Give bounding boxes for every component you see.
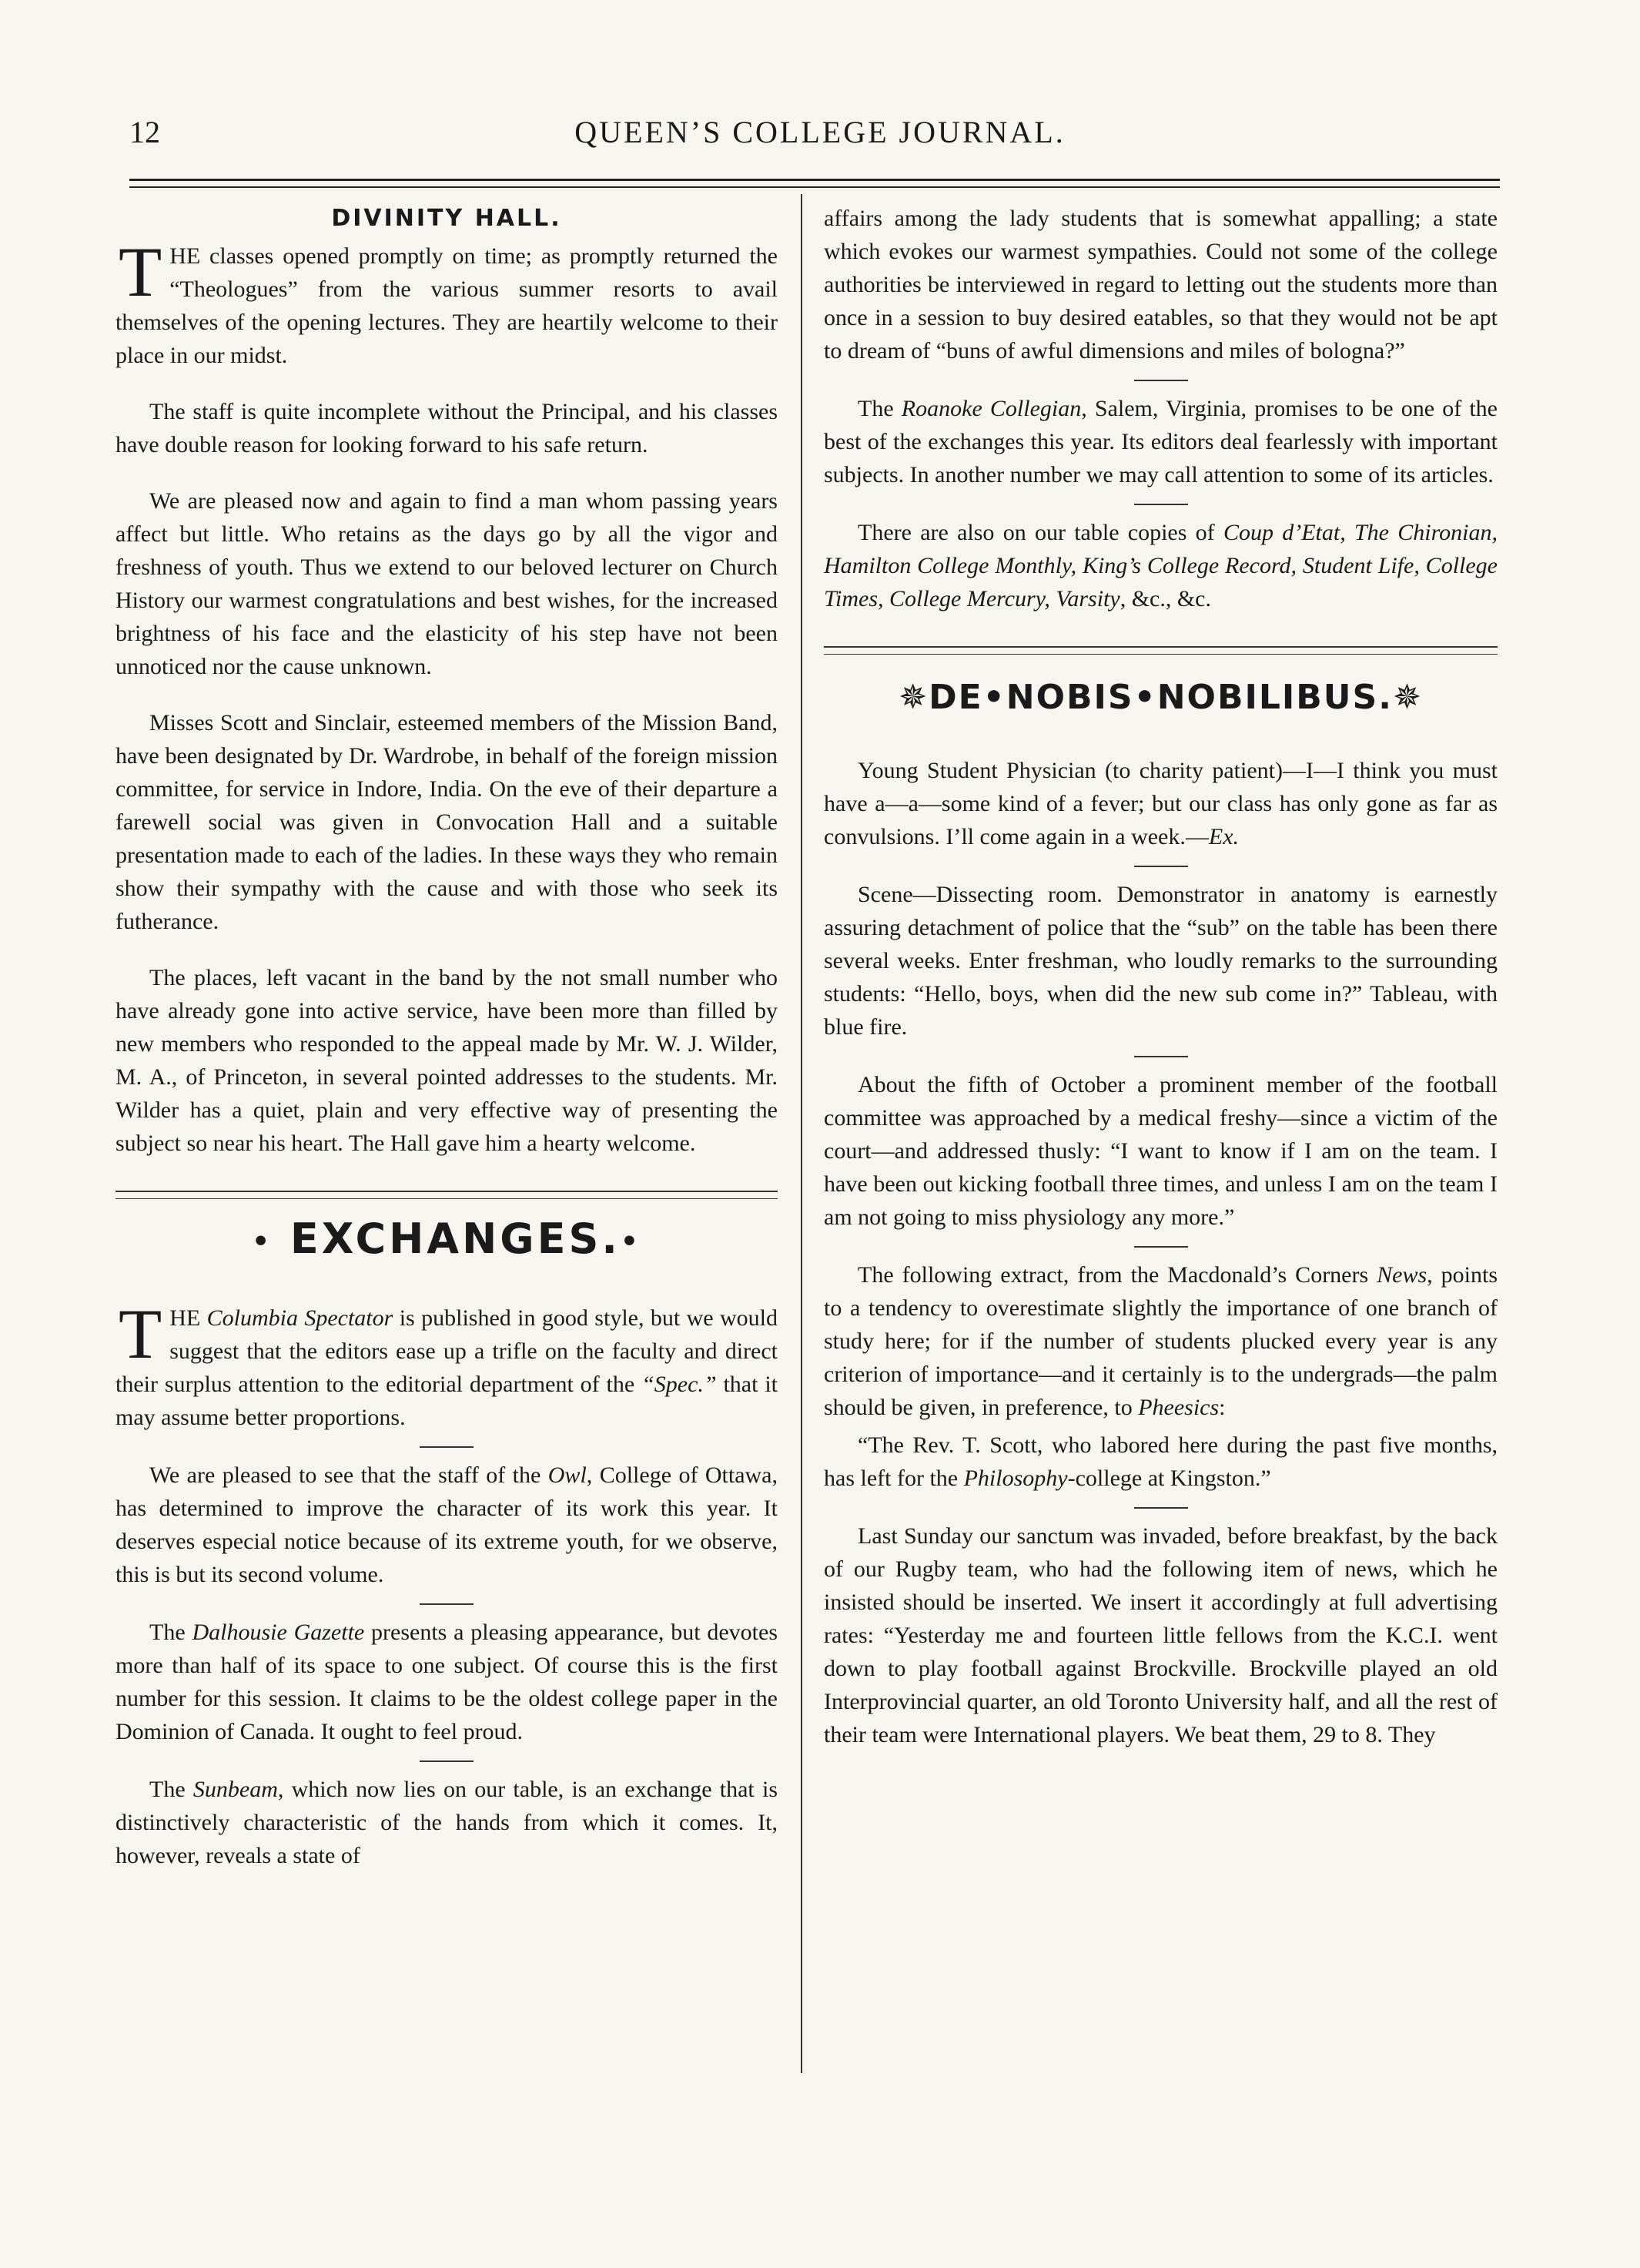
short-divider (420, 1446, 474, 1448)
exchanges-paragraph-2: We are pleased to see that the staff of the Owl, College of Ottawa, has determined to improve the character of its work this year. It deserves especial notice because of its extreme youth, for we observe, this is but its second volume. (115, 1462, 778, 1587)
ornament-dot-right: • (620, 1225, 641, 1258)
short-divider (1134, 1056, 1188, 1057)
nobis-paragraph-2: Scene—Dissecting room. Demonstrator in anatomy is earnestly assuring detachment of police that the “sub” on the table has been there several weeks. Enter freshman, who loudly remarks to the surrounding students: “Hello, boys, when did the new sub come in?” Tableau, with blue fire. (824, 882, 1498, 1040)
short-divider (1134, 1246, 1188, 1248)
divinity-paragraph-4: Misses Scott and Sinclair, esteemed members of the Mission Band, have been designated by Dr. Wardrobe, in behalf of the foreign mission committee, for service in Indore, India. On the eve of their departure a farewell social was given in Convocation Hall and a suitable presentation made to each of the ladies. In these ways they who remain show their sympathy with the cause and with those who seek its futherance. (115, 710, 778, 934)
nobis-quote: “The Rev. T. Scott, who labored here during the past five months, has left for the Philosophy-college at Kingston.” (824, 1432, 1498, 1491)
exchanges-title: • EXCHANGES.• (252, 1214, 641, 1263)
header-rule-top (129, 179, 1500, 181)
left-column (115, 202, 778, 1895)
drop-cap: T (119, 1294, 162, 1373)
right-column (824, 202, 1498, 1774)
exchanges-paragraph-6: The Roanoke Collegian, Salem, Virginia, promises to be one of the best of the exchanges this year. Its editors deal fearlessly with important subjects. In another number we may call attention to some of its articles. (824, 396, 1498, 487)
page-number: 12 (129, 115, 160, 149)
nobis-paragraph-5: Last Sunday our sanctum was invaded, before breakfast, by the back of our Rugby team, who had the following item of news, which he insisted should be inserted. We insert it accordingly at full advertising rates: “Yesterday me and fourteen little fellows from the K.C.I. went down to play football against Brockville. Brockville played an old Interprovincial quarter, an old Toronto University half, and all the rest of their team were International players. We beat them, 29 to 8. They (824, 1523, 1498, 1747)
section-divider (824, 646, 1498, 655)
short-divider (1134, 380, 1188, 381)
divinity-hall-title: DIVINITY HALL. (331, 205, 562, 232)
ornament-dot-left: • (252, 1225, 273, 1258)
divinity-paragraph-5: The places, left vacant in the band by the not small number who have already gone into active service, have been more than filled by new members who responded to the appeal made by Mr. W. J. Wilder, M. A., of Princeton, in several pointed addresses to the students. Mr. Wilder has a quiet, plain and very effective way of presenting the subject so near his heart. The Hall gave him a hearty welcome. (115, 965, 778, 1156)
nobis-paragraph-3: About the fifth of October a prominent member of the football committee was approached by a medical freshy—since a victim of the court—and addressed thusly: “I want to know if I am on the team. I have been out kicking football three times, and unless I am on the team I am not going to miss physiology any more.” (824, 1072, 1498, 1230)
ornament-right-icon: ✵ (1392, 678, 1423, 717)
ornament-left-icon: ✵ (899, 678, 929, 717)
drop-cap: T (119, 233, 162, 311)
exchanges-paragraph-1: THE Columbia Spectator is published in good style, but we would suggest that the editors ease up a trifle on the faculty and direct their surplus attention to the editorial department of the “Spec.” that it may assume better proportions. (115, 1294, 778, 1430)
short-divider (420, 1603, 474, 1605)
short-divider (1134, 866, 1188, 867)
exchanges-paragraph-4: The Sunbeam, which now lies on our table, is an exchange that is distinctively characteristic of the hands from which it comes. It, however, reveals a state of (115, 1776, 778, 1868)
exchanges-paragraph-7: There are also on our table copies of Coup d’Etat, The Chironian, Hamilton College Monthly, King’s College Record, Student Life, College Times, College Mercury, Varsity, &c., &c. (824, 520, 1498, 611)
divinity-paragraph-3: We are pleased now and again to find a man whom passing years affect but little. Who retains as the days go by all the vigor and freshness of youth. Thus we extend to our beloved lecturer on Church History our warmest congratulations and best wishes, for the increased brightness of his face and the elasticity of his step have not been unnoticed nor the cause unknown. (115, 488, 778, 679)
running-head: QUEEN’S COLLEGE JOURNAL. (574, 115, 1066, 149)
nobis-paragraph-1: Young Student Physician (to charity patient)—I—I think you must have a—a—some kind of a fever; but our class has only gone as far as convulsions. I’ll come again in a week.—Ex. (824, 758, 1498, 849)
exchanges-paragraph-5: affairs among the lady students that is somewhat appalling; a state which evokes our warmest sympathies. Could not some of the college authorities be interviewed in regard to letting out the students more than once in a session to buy desired eatables, so that they would not be apt to dream of “buns of awful dimensions and miles of bologna?” (824, 206, 1498, 363)
divinity-paragraph-1: THE classes opened promptly on time; as promptly returned the “Theologues” from the various summer resorts to avail themselves of the opening lectures. They are heartily welcome to their place in our midst. (115, 233, 778, 368)
de-nobis-title: ✵DE•NOBIS•NOBILIBUS.✵ (899, 678, 1423, 717)
nobis-paragraph-4: The following extract, from the Macdonald’s Corners News, points to a tendency to overestimate slightly the importance of one branch of study here; for if the number of students plucked every year is any criterion of importance—and it certainly is to the undergrads—the palm should be given, in preference, to Pheesics: (824, 1262, 1498, 1420)
header-rule-bottom (129, 186, 1500, 188)
column-divider (801, 194, 802, 2073)
short-divider (1134, 504, 1188, 505)
short-divider (420, 1760, 474, 1762)
exchanges-paragraph-3: The Dalhousie Gazette presents a pleasing appearance, but devotes more than half of its space to one subject. Of course this is the first number for this session. It claims to be the oldest college paper in the Dominion of Canada. It ought to feel proud. (115, 1619, 778, 1744)
short-divider (1134, 1507, 1188, 1509)
section-divider (115, 1191, 778, 1199)
divinity-paragraph-2: The staff is quite incomplete without the Principal, and his classes have double reason for looking forward to his safe return. (115, 399, 778, 457)
